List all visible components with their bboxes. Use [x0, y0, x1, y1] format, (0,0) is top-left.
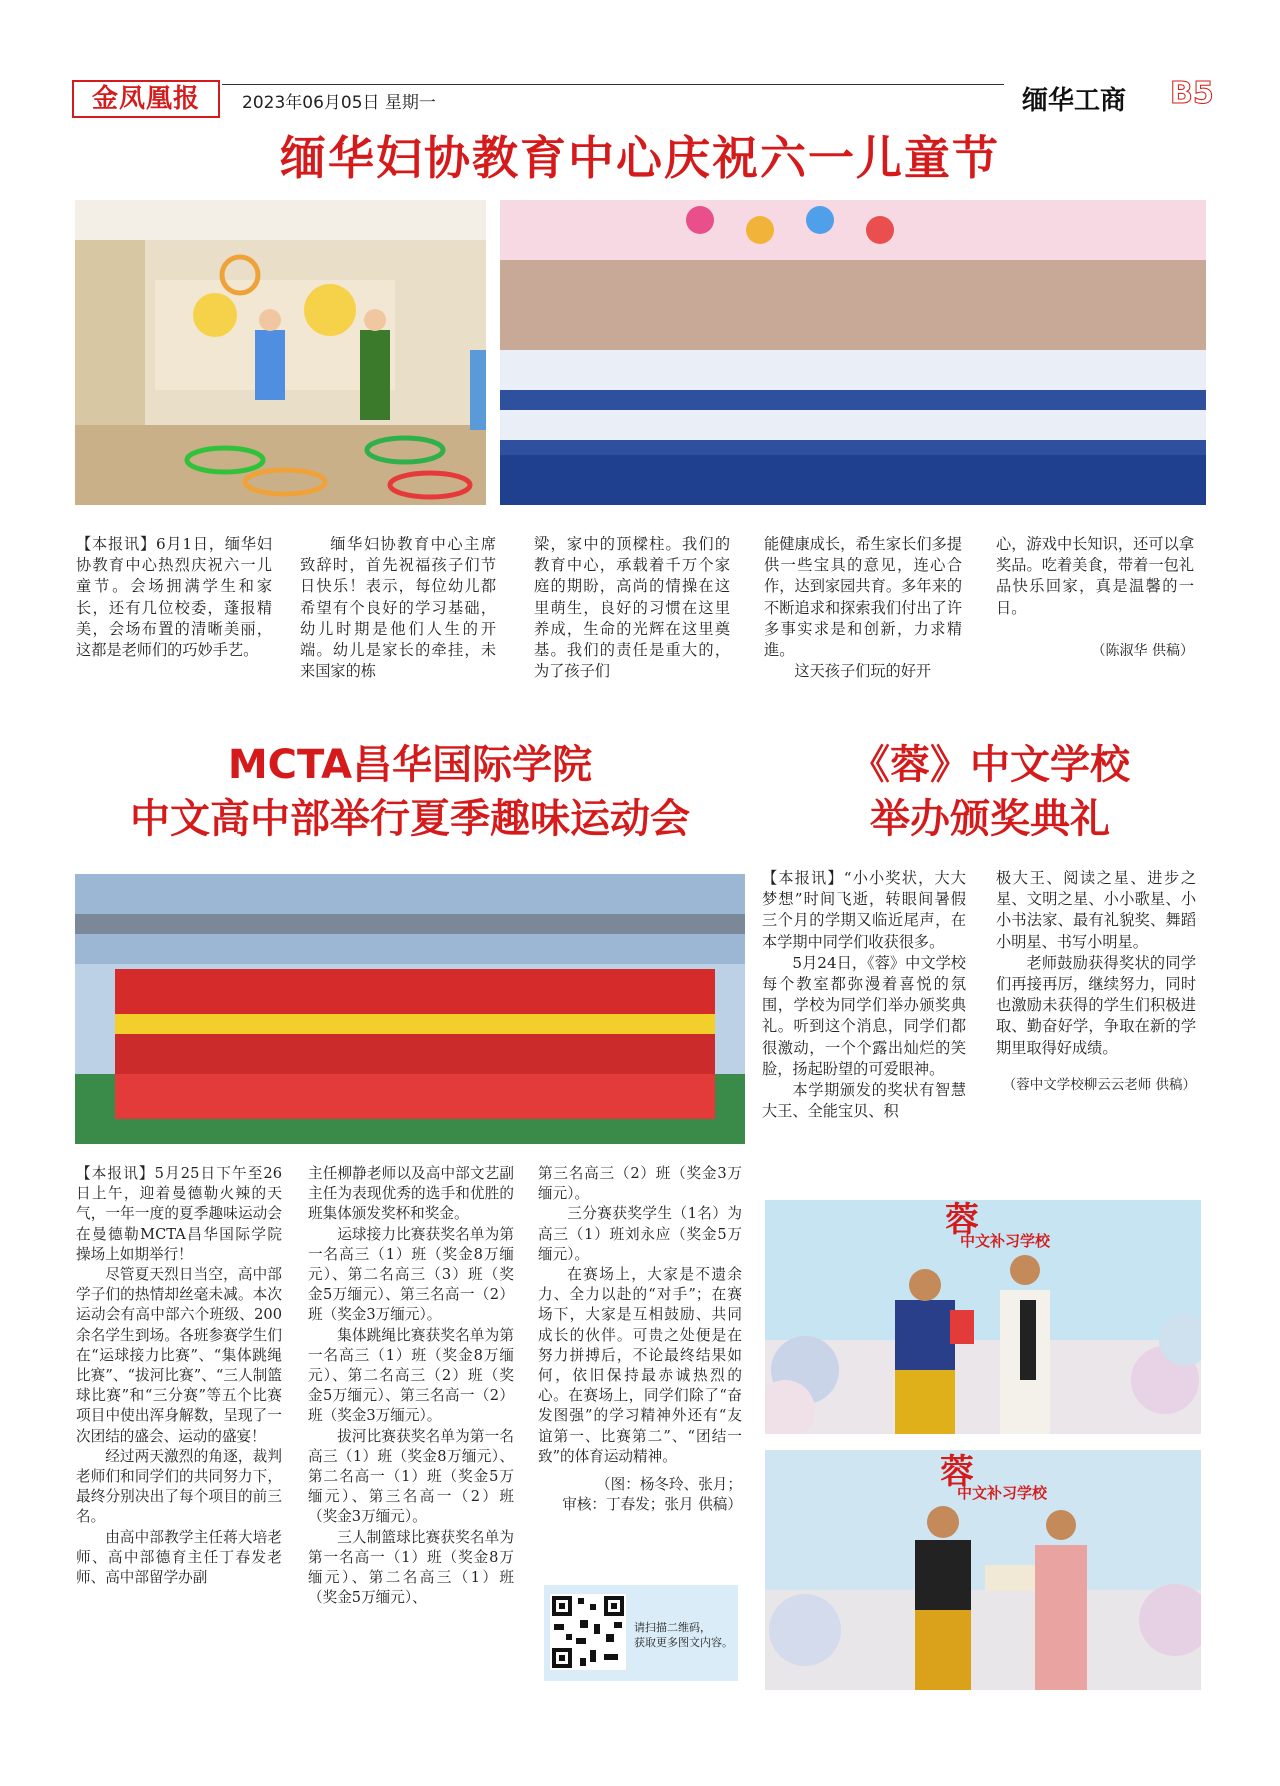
article3-photo-award-1	[765, 1200, 1201, 1434]
paragraph: 在赛场上，大家是不遗余力、全力以赴的“对手”；在赛场下，大家是互相鼓励、共同成长的伙伴。可贵之处便是在努力拼搏后，不论最终结果如何，依旧保持最赤诚热烈的心。在赛场上，同学们除了“奋发图强”的学习精神外还有“友谊第一、比赛第二”、“团结一致”的体育运动精神。	[538, 1266, 742, 1465]
article1-column-4	[764, 534, 962, 682]
article3-photo-award-2	[765, 1450, 1201, 1690]
page-number: B5	[1170, 76, 1214, 111]
paragraph: 能健康成长，希生家长们多提供一些宝具的意见，连心合作，达到家园共育。多年来的不断追求和探索我们付出了许多事实求是和创新，力求精進。	[764, 535, 962, 660]
title-line: MCTA昌华国际学院	[227, 742, 593, 788]
paragraph: 【本报讯】“小小奖状，大大梦想”时间飞逝，转眼间暑假三个月的学期又临近尾声，在本学期中同学们收获很多。	[762, 869, 966, 951]
paragraph: 梁，家中的顶樑柱。我们的教育中心，承载着千万个家庭的期盼，高尚的情操在这里萌生，良好的习惯在这里养成，生命的光辉在这里奠基。我们的责任是重大的，为了孩子们	[534, 535, 730, 681]
masthead-logo: 金凤凰报	[72, 80, 220, 118]
article3-column-2	[996, 868, 1196, 1096]
paragraph: 由高中部教学主任蒋大培老师、高中部德育主任丁春发老师、高中部留学办副	[76, 1528, 282, 1587]
award-2-banner-school: 中文补习学校	[957, 1484, 1048, 1502]
paragraph: 第三名高三（2）班（奖金3万缅元）。	[538, 1165, 742, 1203]
qr-caption-line: 获取更多图文内容。	[634, 1636, 733, 1649]
article1-credit: （陈淑华 供稿）	[1091, 642, 1194, 659]
title-line: 中文高中部举行夏季趣味运动会	[130, 796, 690, 842]
paragraph: 【本报讯】5月25日下午至26日上午，迎着曼德勒火辣的天气，一年一度的夏季趣味运动会在曼德勒MCTA昌华国际学院操场上如期举行！	[76, 1165, 282, 1263]
paragraph: 集体跳绳比赛获奖名单为第一名高三（1）班（奖金8万缅元）、第二名高三（2）班（奖金5万缅元）、第三名高一（2）班（奖金3万缅元）。	[308, 1326, 514, 1425]
paragraph: 拔河比赛获奖名单为第一名高三（1）班（奖金8万缅元）、第二名高一（1）班（奖金5万缅元）、第三名高一（2）班（奖金3万缅元）。	[308, 1427, 514, 1526]
title-line: 举办颁奖典礼	[870, 796, 1110, 842]
qr-caption	[634, 1620, 733, 1650]
award-1-banner-school: 中文补习学校	[960, 1232, 1051, 1250]
article1-column-5	[996, 534, 1194, 662]
paragraph: 老师鼓励获得奖状的同学们再接再厉，继续努力，同时也激励未获得的学生们积极进取、勤奋好学，争取在新的学期里取得好成绩。	[996, 953, 1196, 1057]
header-rule	[222, 84, 1004, 85]
article2-column-2	[308, 1164, 514, 1608]
article1-title: 缅华妇协教育中心庆祝六一儿童节	[280, 131, 1000, 185]
article1-column-3	[534, 534, 730, 682]
paragraph: 三人制篮球比赛获奖名单为第一名高一（1）班（奖金8万缅元）、第二名高三（1）班（奖金5万缅元）、	[308, 1528, 514, 1607]
paragraph: 缅华妇协教育中心主席致辞时，首先祝福孩子们节日快乐！表示，每位幼儿都希望有个良好的学习基础，幼儿时期是他们人生的开端。幼儿是家长的牵挂，未来国家的栋	[300, 535, 496, 681]
paragraph: 主任柳静老师以及高中部文艺副主任为表现优秀的选手和优胜的班集体颁发奖杯和奖金。	[308, 1165, 514, 1223]
article2-column-1	[76, 1164, 282, 1588]
award-1-banner-char: 蓉	[945, 1200, 979, 1240]
article1-photo-group	[500, 200, 1206, 505]
paragraph: 经过两天激烈的角逐，裁判老师们和同学们的共同努力下，最终分别决出了每个项目的前三名。	[76, 1447, 282, 1526]
article1-photo-classroom	[75, 200, 486, 505]
section-name: 缅华工商	[1022, 86, 1127, 116]
paragraph: 心，游戏中长知识，还可以拿奖品。吃着美食，带着一包礼品快乐回家，真是温馨的一日。	[996, 535, 1194, 617]
paragraph: 三分赛获奖学生（1名）为高三（1）班刘永应（奖金5万缅元）。	[538, 1205, 742, 1263]
award-2-banner-char: 蓉	[940, 1452, 974, 1492]
article1-column-2	[300, 534, 496, 682]
article3-column-1	[762, 868, 966, 1122]
paragraph: 极大王、阅读之星、进步之星、文明之星、小小歌星、小小书法家、最有礼貌奖、舞蹈小明星、书写小明星。	[996, 869, 1196, 951]
article3-credit: （蓉中文学校柳云云老师 供稿）	[1002, 1076, 1196, 1093]
qr-code-icon[interactable]	[550, 1594, 626, 1670]
article2-title	[60, 738, 760, 846]
article2-credit-1: （图：杨冬玲、张月；	[596, 1476, 742, 1494]
dateline: 2023年06月05日 星期一	[242, 93, 436, 113]
article1-column-1	[76, 534, 272, 661]
article2-photo-sports-group	[75, 874, 745, 1144]
article3-title	[760, 738, 1220, 846]
article2-credit-2: 审核：丁春发；张月 供稿）	[562, 1496, 742, 1514]
paragraph: 这天孩子们玩的好开	[794, 662, 932, 681]
paragraph: 5月24日，《蓉》中文学校每个教室都弥漫着喜悦的氛围，学校为同学们举办颁奖典礼。听到这个消息，同学们都很激动，一个个露出灿烂的笑脸，扬起盼望的可爱眼神。	[762, 953, 966, 1078]
paragraph: 尽管夏天烈日当空，高中部学子们的热情却丝毫未减。本次运动会有高中部六个班级、200余名学生到场。各班参赛学生们在“运球接力比赛”、“集体跳绳比赛”、“拔河比赛”、“三人制篮球比赛”和“三分赛”等五个比赛项目中使出浑身解数，呈现了一次团结的盛会、运动的盛宴！	[76, 1266, 282, 1445]
paragraph: 本学期颁发的奖状有智慧大王、全能宝贝、积	[762, 1081, 966, 1121]
qr-caption-line: 请扫描二维码，	[634, 1621, 711, 1634]
article2-column-3	[538, 1164, 742, 1515]
paragraph: 【本报讯】6月1日，缅华妇协教育中心热烈庆祝六一儿童节。会场拥满学生和家长，还有几位校委，蓬报精美，会场布置的清晰美丽，这都是老师们的巧妙手艺。	[76, 535, 272, 660]
title-line: 《蓉》中文学校	[850, 742, 1130, 788]
paragraph: 运球接力比赛获奖名单为第一名高三（1）班（奖金8万缅元）、第二名高三（3）班（奖金5万缅元）、第三名高一（2）班（奖金3万缅元）。	[308, 1225, 514, 1324]
